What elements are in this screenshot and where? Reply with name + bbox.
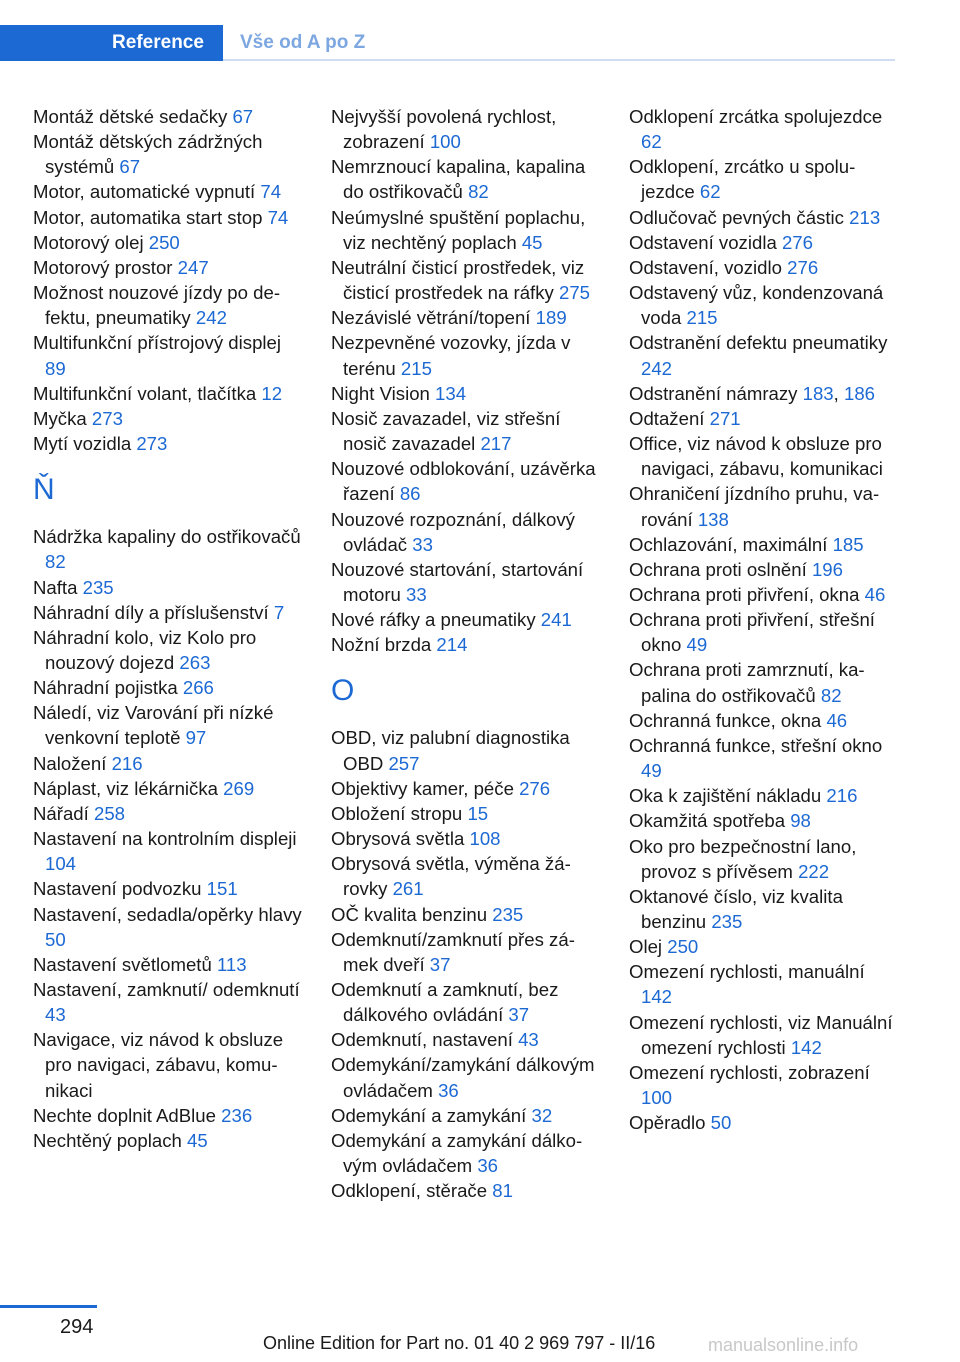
index-entry — [629, 330, 899, 380]
page-reference-link[interactable]: 235 — [492, 903, 524, 925]
index-entry-text: Ochranná funkce, okna — [629, 709, 827, 731]
index-entry — [629, 834, 899, 884]
index-entry — [331, 456, 601, 506]
index-entry-text: Odemknutí, nastavení — [331, 1029, 519, 1051]
page-reference-link[interactable]: 138 — [697, 508, 729, 530]
index-entry-text: Objektivy kamer, péče — [331, 777, 520, 799]
index-entry — [331, 507, 601, 557]
page-reference-link[interactable]: 12 — [261, 382, 283, 404]
index-entry-text: Obložení stropu — [331, 802, 468, 824]
index-entry — [33, 675, 303, 700]
index-entry — [629, 657, 899, 707]
index-entry-text: Naložení — [33, 752, 112, 774]
index-entry — [33, 1128, 303, 1153]
index-entry-text: Oko pro bezpečnostní lano, provoz s přívěsem — [629, 835, 857, 882]
page-reference-link[interactable]: 37 — [429, 953, 451, 975]
index-entry — [33, 600, 303, 625]
page-reference-link[interactable]: 36 — [438, 1079, 459, 1101]
page-reference-link[interactable]: 134 — [435, 382, 467, 404]
index-entry-text: Nové ráfky a pneumatiky — [331, 609, 541, 631]
index-entry — [331, 725, 601, 775]
index-entry-text: OČ kvalita benzinu — [331, 903, 493, 925]
index-entry-text: Nemrznoucí kapalina, kapalina do ostřikovačů — [331, 156, 586, 203]
index-entry — [629, 205, 899, 230]
page-reference-link[interactable]: 62 — [641, 131, 662, 153]
index-entry-text: Odemknutí a zamknutí, bez dálkového ovládání — [331, 979, 559, 1026]
page-reference-link[interactable]: 217 — [480, 433, 512, 455]
page-reference-link[interactable]: 97 — [185, 727, 207, 749]
index-entry-text: Oktanové číslo, viz kvalita benzinu — [629, 885, 843, 932]
index-entry — [629, 1010, 899, 1060]
header-accent-bar — [0, 25, 93, 61]
index-entry-text: Odemykání/zamykání dálkovým ovládačem — [331, 1054, 595, 1101]
index-entry — [629, 532, 899, 557]
page-reference-link[interactable]: 108 — [469, 828, 501, 850]
index-entry-text: Nastavení, zamknutí/ odemknutí — [33, 979, 300, 1000]
index-entry-text: Odstavený vůz, kondenzovaná voda — [629, 282, 884, 329]
page-reference-link[interactable]: 276 — [519, 777, 551, 799]
index-entry — [331, 776, 601, 801]
index-entry — [331, 1027, 601, 1052]
index-entry — [33, 179, 303, 204]
index-entry-text: Neúmyslné spuštění poplachu, viz nechtěný poplach — [331, 206, 586, 253]
page-reference-link[interactable]: 247 — [177, 256, 209, 278]
page-reference-link[interactable]: 32 — [531, 1104, 553, 1126]
index-entry — [629, 934, 899, 959]
page-reference-link[interactable]: 74 — [260, 181, 282, 203]
page-reference-link[interactable]: 74 — [267, 206, 289, 228]
page-reference-link[interactable]: 242 — [641, 357, 673, 379]
index-entry-text: Night Vision — [331, 382, 436, 404]
index-entry — [33, 700, 303, 750]
index-entry-text: Multifunkční přístrojový displej — [33, 332, 282, 354]
index-entry — [33, 230, 303, 255]
index-entry-text: Odstavení vozidla — [629, 231, 782, 253]
page-reference-link[interactable]: 235 — [82, 576, 114, 598]
page-reference-link[interactable]: 37 — [508, 1004, 530, 1026]
index-entry-text: Ochranná funkce, střešní okno — [629, 734, 883, 756]
index-entry-text: Nafta — [33, 576, 83, 598]
index-entry — [629, 884, 899, 934]
page-reference-link[interactable]: 104 — [45, 853, 77, 875]
page-reference-link[interactable]: 263 — [179, 651, 211, 673]
index-entry — [629, 1060, 899, 1110]
index-entry-text: Odemykání a zamykání — [331, 1104, 532, 1126]
page-reference-link[interactable]: 50 — [45, 928, 66, 950]
page-reference-link[interactable]: 62 — [699, 181, 721, 203]
header-rule — [223, 59, 895, 61]
index-entry — [629, 557, 899, 582]
page-reference-link[interactable]: 33 — [406, 583, 427, 605]
page-reference-link[interactable]: 100 — [641, 1087, 673, 1109]
page-reference-link[interactable]: 81 — [492, 1180, 513, 1202]
page-reference-link[interactable]: 250 — [148, 231, 180, 253]
page-reference-link[interactable]: 261 — [392, 878, 424, 900]
index-entry-text: Opěradlo — [629, 1112, 711, 1134]
page-reference-link[interactable]: 250 — [667, 936, 699, 958]
page-reference-link[interactable]: 100 — [429, 131, 461, 153]
index-entry-text: Myčka — [33, 407, 92, 429]
page-reference-link[interactable]: 276 — [781, 231, 813, 253]
page-reference-link[interactable]: 43 — [518, 1029, 539, 1051]
page-reference-link[interactable]: 45 — [521, 231, 543, 253]
page-reference-link[interactable]: 142 — [790, 1036, 822, 1058]
page-reference-link[interactable]: 216 — [826, 785, 858, 807]
index-entry — [331, 255, 601, 305]
page-reference-link[interactable]: 216 — [111, 752, 143, 774]
index-entry — [331, 1052, 601, 1102]
index-entry-text: Omezení rychlosti, manuální — [629, 961, 865, 983]
index-entry-text: Motor, automatika start stop — [33, 206, 268, 228]
index-entry — [331, 977, 601, 1027]
index-entry-text: Nechte doplnit AdBlue — [33, 1104, 222, 1126]
page-reference-link[interactable]: 82 — [45, 551, 66, 573]
index-entry — [33, 255, 303, 280]
index-entry — [629, 230, 899, 255]
page-reference-link[interactable]: 186 — [844, 382, 876, 404]
index-entry — [331, 104, 601, 154]
index-entry — [331, 1128, 601, 1178]
page-number: 294 — [60, 1316, 94, 1338]
index-entry-text: Nářadí — [33, 802, 94, 824]
index-entry-text: Motor, automatické vypnutí — [33, 181, 261, 203]
index-entry-text: Odtažení — [629, 407, 710, 429]
page-header — [0, 0, 960, 62]
index-entry — [331, 406, 601, 456]
index-entry — [331, 927, 601, 977]
index-entry — [331, 205, 601, 255]
page-reference-link[interactable]: 273 — [136, 433, 168, 455]
index-entry-text: Odklopení, zrcátko u spolujezdce — [629, 156, 856, 203]
tab-a-to-z[interactable]: Vše od A po Z — [240, 32, 366, 53]
page-reference-link[interactable]: 82 — [468, 181, 489, 203]
page-reference-link[interactable]: 213 — [849, 206, 881, 228]
page-reference-link[interactable]: 151 — [206, 878, 238, 900]
index-entry — [33, 524, 303, 574]
index-column-1 — [33, 104, 303, 1153]
index-entry — [629, 808, 899, 833]
index-entry — [33, 104, 303, 129]
index-entry-text: OBD, viz palubní diagnostika OBD — [331, 727, 570, 774]
index-column-2 — [331, 104, 601, 1203]
index-entry-text: Ochrana proti oslnění — [629, 558, 812, 580]
index-entry — [629, 959, 899, 1009]
index-entry-text: Nádržka kapaliny do ostřikovačů — [33, 526, 301, 548]
index-entry-text: Ochrana proti přivření, střešní okno — [629, 609, 875, 656]
index-entry-text: Odklopení, stěrače — [331, 1180, 493, 1202]
index-entry — [331, 632, 601, 657]
index-entry-text: Montáž dětských zádržných systémů — [33, 131, 263, 178]
page-reference-link[interactable]: 276 — [787, 256, 819, 278]
index-entry — [629, 607, 899, 657]
page-reference-link[interactable]: 258 — [93, 802, 126, 824]
index-entry-text: Odemykání a zamykání dálkovým ovládačem — [331, 1129, 583, 1177]
index-entry-text: Nejvyšší povolená rychlost, zobrazení — [331, 106, 557, 153]
page-reference-link[interactable]: 273 — [91, 407, 123, 429]
page-reference-link[interactable]: 86 — [399, 483, 421, 505]
index-entry-text: Nosič zavazadel, viz střešní nosič zavazadel — [331, 407, 561, 455]
page-reference-link[interactable]: 189 — [535, 307, 567, 329]
index-entry — [629, 481, 899, 531]
index-entry-text: Mytí vozidla — [33, 433, 137, 455]
index-entry-text: Odstavení, vozidlo — [629, 256, 788, 278]
index-entry — [629, 708, 899, 733]
index-entry-text: Olej — [629, 936, 668, 958]
index-entry — [331, 902, 601, 927]
index-entry-text: Montáž dětské sedačky — [33, 106, 233, 127]
index-entry-text: Nouzové startování, startování motoru — [331, 558, 584, 605]
index-entry — [33, 431, 303, 456]
index-entry — [331, 154, 601, 204]
index-entry — [33, 977, 303, 1027]
index-entry — [33, 381, 303, 406]
page-reference-link[interactable]: 45 — [187, 1129, 208, 1151]
index-entry-text: Nouzové rozpoznání, dálkový ovládač — [331, 508, 575, 555]
page-reference-link[interactable]: 82 — [820, 684, 842, 706]
page-reference-link[interactable]: 43 — [45, 1004, 66, 1026]
index-letter-heading: Ň — [33, 473, 55, 507]
index-entry — [33, 1027, 303, 1102]
index-entry — [629, 154, 899, 204]
page-reference-link[interactable]: 33 — [412, 533, 433, 555]
page-reference-link[interactable]: 214 — [436, 634, 468, 656]
index-entry — [331, 851, 601, 901]
page-reference-link[interactable]: 98 — [790, 810, 811, 832]
index-entry-text: Nezpevněné vozovky, jízda v terénu — [331, 332, 571, 379]
index-entry-text: Nastavení podvozku — [33, 878, 207, 900]
index-entry-text: Neutrální čisticí prostředek, viz čisticí prostředek na ráfky — [331, 256, 585, 304]
index-entry — [33, 406, 303, 431]
index-entry-text: Ochlazování, maximální — [629, 533, 833, 555]
index-entry — [629, 783, 899, 808]
index-entry — [629, 431, 899, 481]
index-entry — [331, 305, 601, 330]
page-reference-link[interactable]: 236 — [221, 1104, 253, 1126]
page-reference-link[interactable]: 142 — [641, 986, 673, 1008]
index-entry-text: Multifunkční volant, tlačítka — [33, 382, 262, 404]
page-reference-link[interactable]: 266 — [182, 677, 214, 699]
page-reference-link[interactable]: 241 — [540, 609, 572, 631]
index-entry-text: Ohraničení jízdního pruhu, varování — [629, 483, 880, 530]
page-reference-link[interactable]: 275 — [558, 282, 591, 304]
index-entry-text: Nezávislé větrání/topení — [331, 307, 536, 329]
index-entry — [629, 1110, 899, 1135]
index-entry — [33, 330, 303, 380]
index-entry-text: Omezení rychlosti, zobrazení — [629, 1061, 870, 1083]
page-reference-link[interactable]: 49 — [641, 760, 662, 782]
index-entry — [33, 205, 303, 230]
page-reference-link[interactable]: 185 — [832, 533, 864, 555]
index-entry-text: Odstranění námrazy — [629, 382, 803, 404]
index-entry — [629, 280, 899, 330]
page-reference-link[interactable]: 215 — [400, 357, 432, 379]
edition-note: Online Edition for Part no. 01 40 2 969 797 - II/16 — [263, 1333, 656, 1353]
index-entry — [331, 801, 601, 826]
index-entry-text: Ochrana proti zamrznutí, kapalina do ostřikovačů — [629, 659, 865, 706]
index-entry — [33, 826, 303, 876]
index-letter-heading: O — [331, 674, 355, 708]
page-reference-link[interactable]: 269 — [223, 777, 255, 799]
index-entry — [629, 104, 899, 154]
index-entry-text: Nouzové odblokování, uzávěrka řazení — [331, 458, 596, 505]
index-entry — [629, 582, 899, 607]
index-entry — [331, 1178, 601, 1203]
index-entry-text: Nastavení světlometů — [33, 953, 217, 975]
index-entry — [331, 826, 601, 851]
index-entry-text: Odlučovač pevných částic — [629, 206, 850, 228]
index-column-3 — [629, 104, 899, 1135]
index-entry — [33, 575, 303, 600]
page-reference-link[interactable]: 36 — [477, 1155, 499, 1177]
page-reference-link[interactable]: 89 — [45, 357, 66, 379]
index-entry — [33, 801, 303, 826]
page-reference-link[interactable]: 50 — [710, 1112, 732, 1134]
index-entry — [629, 733, 899, 783]
index-entry-text: Náplast, viz lékárnička — [33, 777, 224, 799]
index-entry — [33, 129, 303, 179]
index-entry — [629, 406, 899, 431]
index-entry-text: Nastavení, sedadla/opěrky hlavy — [33, 903, 302, 925]
index-entry-text: Motorový olej — [33, 231, 149, 253]
index-entry — [629, 255, 899, 280]
index-entry-text: Náhradní pojistka — [33, 677, 183, 699]
page-reference-link[interactable]: 257 — [388, 752, 420, 774]
watermark: manualsonline.info — [708, 1335, 859, 1355]
page-reference-link[interactable]: 235 — [711, 911, 743, 932]
index-entry — [33, 902, 303, 952]
index-entry — [33, 876, 303, 901]
index-entry-text: Omezení rychlosti, viz Manuální omezení rychlosti — [629, 1011, 893, 1058]
index-entry-text: Motorový prostor — [33, 256, 178, 278]
index-entry — [331, 1103, 601, 1128]
index-entry-text: Office, viz návod k obsluze pro navigaci, zábavu, komunikaci — [629, 433, 883, 480]
index-entry-text: Oka k zajištění nákladu — [629, 785, 827, 807]
index-entry-text: Ochrana proti přivření, okna — [629, 583, 865, 605]
index-entry-text: Náledí, viz Varování při nízké venkovní teplotě — [33, 702, 274, 749]
index-entry-text: Odstranění defektu pneumatiky — [629, 332, 888, 354]
index-entry — [331, 557, 601, 607]
index-entry — [331, 607, 601, 632]
index-entry-text: Nožní brzda — [331, 634, 437, 656]
index-entry — [33, 776, 303, 801]
index-entry — [33, 751, 303, 776]
page-reference-link[interactable]: 7 — [273, 601, 285, 623]
page-reference-link[interactable]: 222 — [798, 860, 830, 882]
footer-accent-line — [0, 1305, 97, 1308]
page-reference-link[interactable]: 15 — [467, 802, 489, 824]
page-reference-link[interactable]: 67 — [232, 106, 254, 127]
page-reference-link[interactable]: 242 — [195, 307, 227, 329]
index-entry-text: Nastavení na kontrolním displeji — [33, 828, 297, 850]
page-reference-link[interactable]: 271 — [709, 407, 741, 429]
index-entry-text: Odemknutí/zamknutí přes zámek dveří — [331, 928, 575, 975]
index-entry-text: Obrysová světla — [331, 828, 470, 850]
index-entry-text: Odklopení zrcátka spolujezdce — [629, 106, 883, 127]
index-entry-text: Okamžitá spotřeba — [629, 810, 791, 832]
index-entry — [33, 952, 303, 977]
index-entry-text: Náhradní kolo, viz Kolo pro nouzový dojezd — [33, 626, 257, 673]
index-entry-text: Možnost nouzové jízdy po defektu, pneumatiky — [33, 282, 281, 329]
page-reference-link[interactable]: 113 — [216, 953, 247, 975]
page-reference-link[interactable]: 46 — [864, 583, 886, 605]
page-reference-link[interactable]: 46 — [826, 709, 848, 731]
page-reference-link[interactable]: 196 — [811, 558, 843, 580]
index-entry — [33, 625, 303, 675]
page-reference-link[interactable]: 215 — [686, 307, 718, 329]
index-entry-text: Náhradní díly a příslušenství — [33, 601, 274, 623]
index-entry: Odstranění námrazy 183, 186 — [629, 382, 876, 404]
page-reference-link[interactable]: 67 — [119, 156, 141, 178]
index-entry — [33, 1103, 303, 1128]
tab-reference[interactable]: Reference — [93, 25, 223, 61]
index-entry-text: Obrysová světla, výměna žárovky — [331, 853, 571, 900]
index-entry — [33, 280, 303, 330]
page-reference-link[interactable]: 183 — [802, 382, 834, 404]
index-entry — [331, 381, 601, 406]
index-entry-text: Nechtěný poplach — [33, 1129, 188, 1151]
index-entry-text: Navigace, viz návod k obsluze pro navigaci, zábavu, komunikaci — [33, 1029, 284, 1101]
index-entry — [331, 330, 601, 380]
page-reference-link[interactable]: 49 — [686, 634, 708, 656]
